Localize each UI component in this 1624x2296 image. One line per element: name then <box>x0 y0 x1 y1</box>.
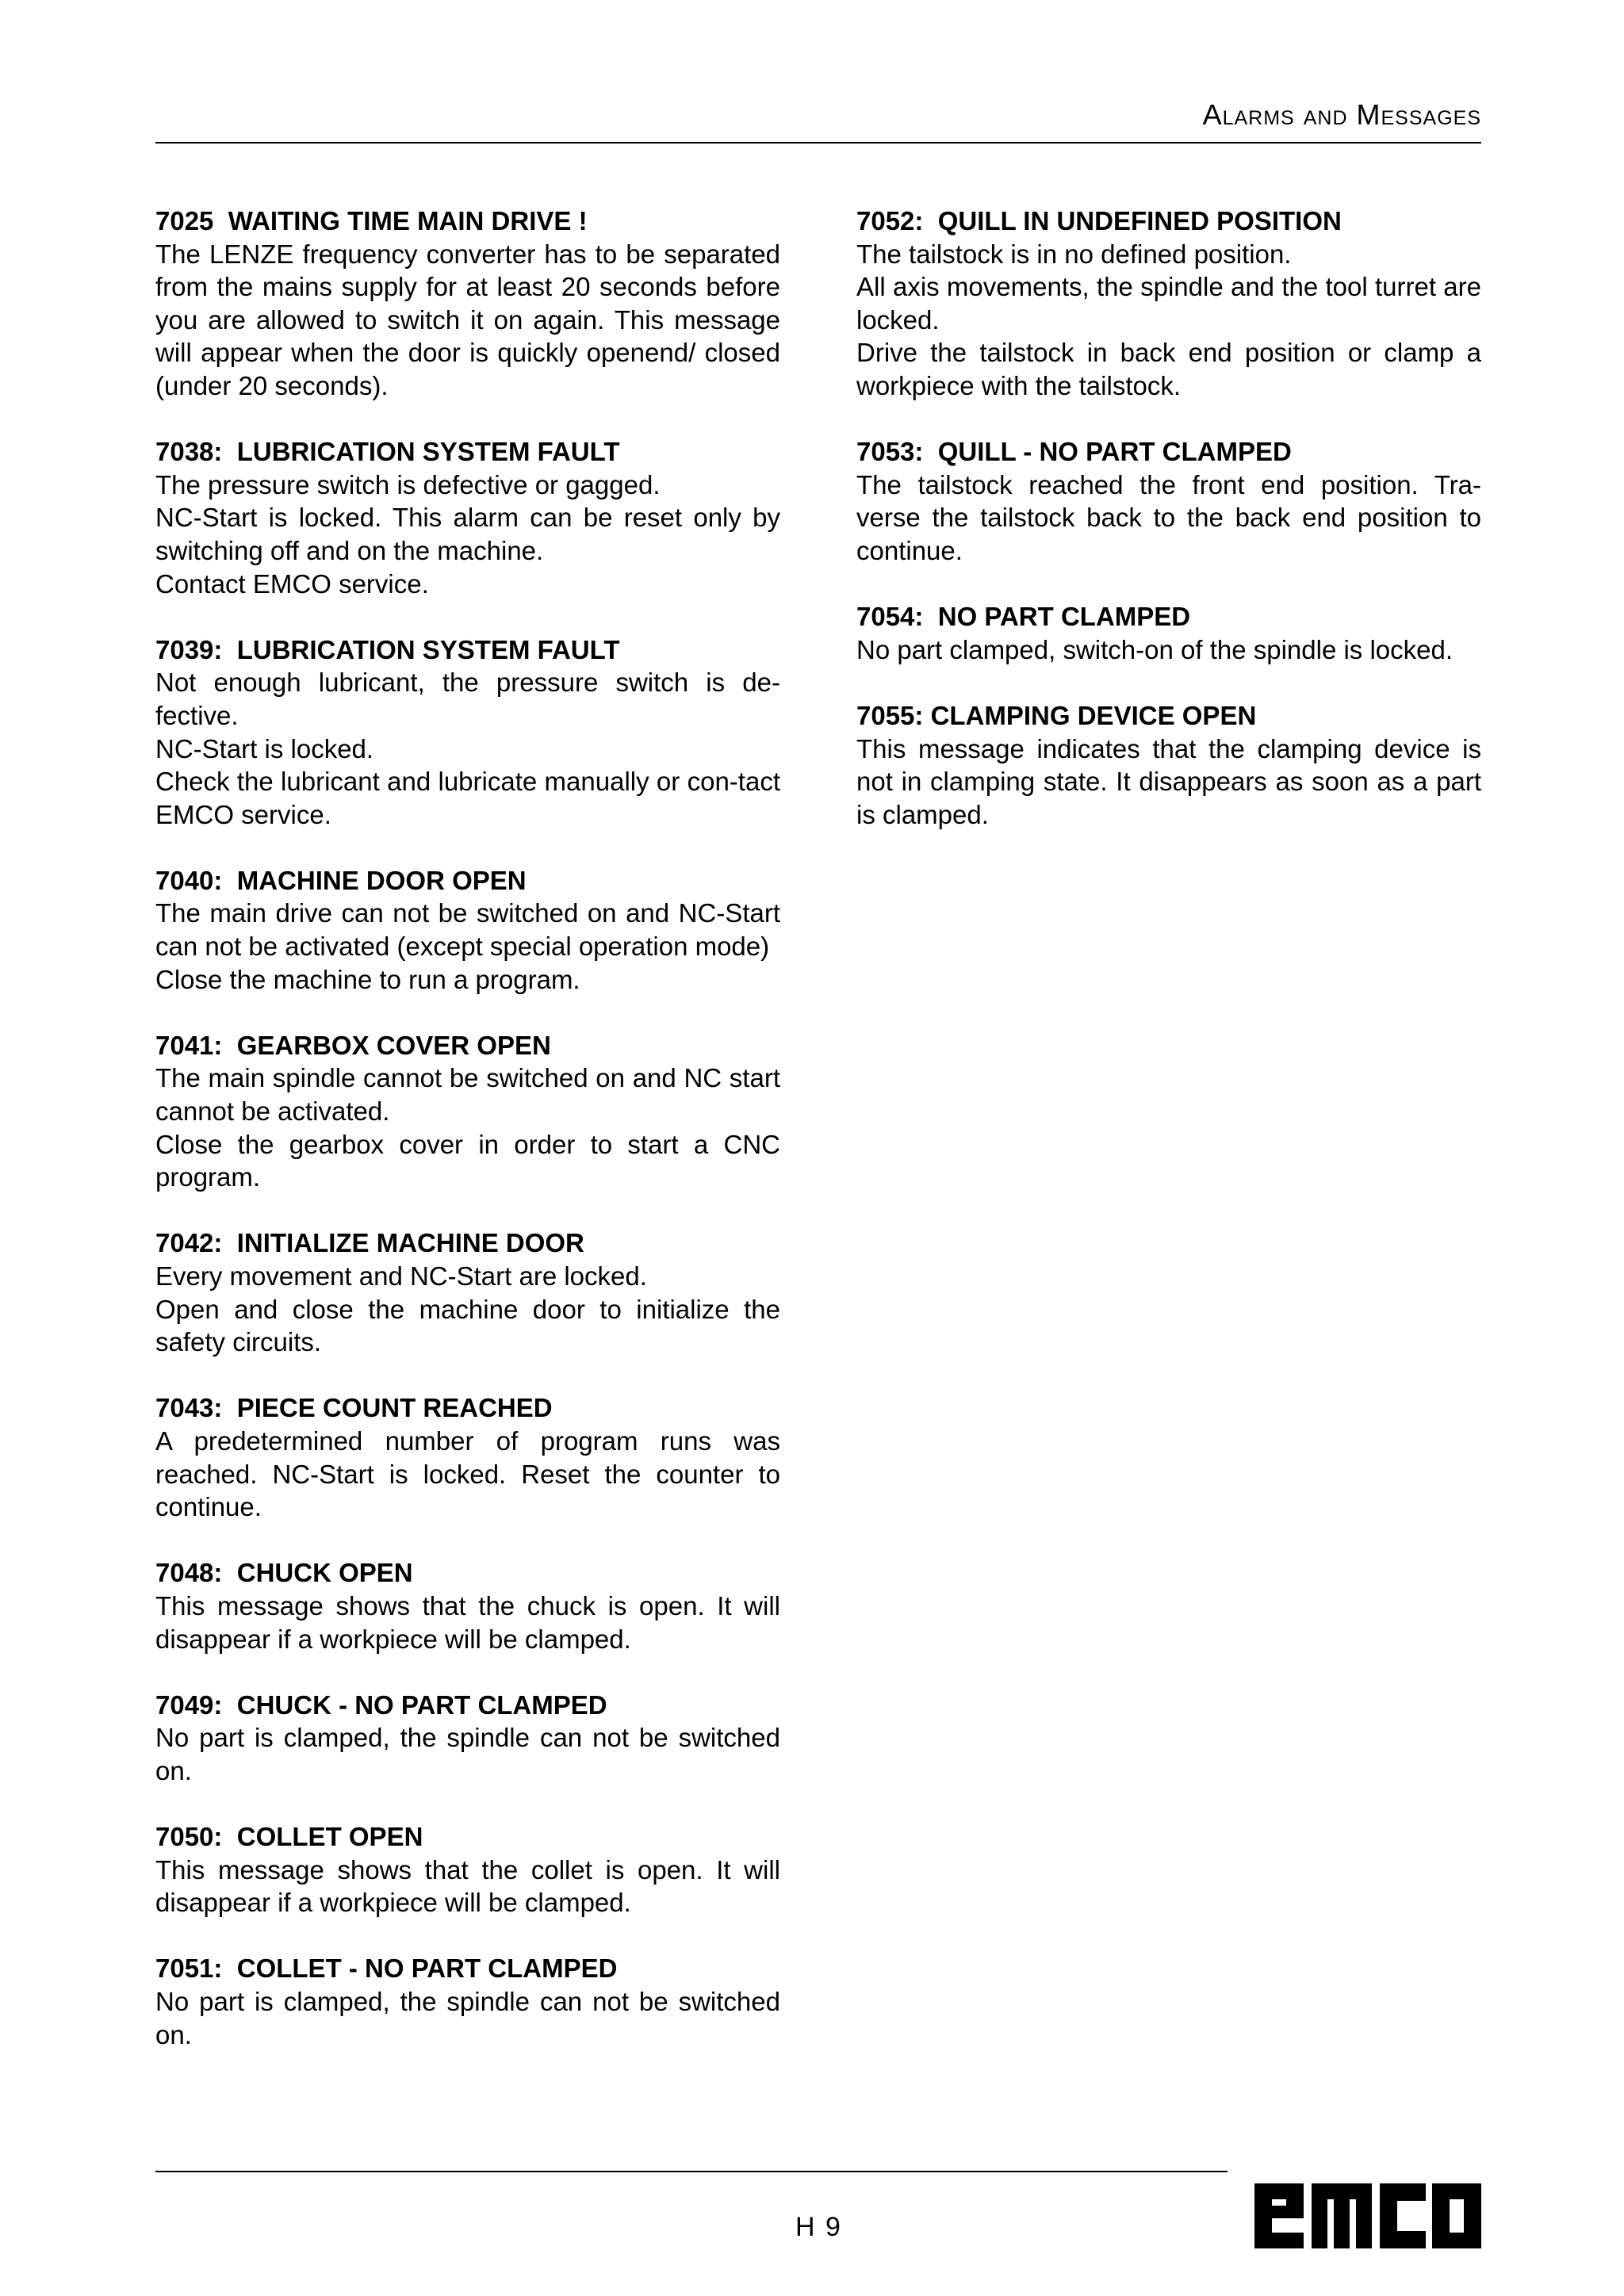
alarm-entry <box>155 1820 780 1919</box>
left-column <box>155 205 780 2084</box>
alarm-description-line: Drive the tailstock in back end position or clamp a workpiece with the tailstock. <box>856 338 1481 400</box>
alarm-description-line: Not enough lubricant, the pressure switch is de-fective. <box>155 668 780 730</box>
alarm-entry <box>155 864 780 996</box>
alarm-entry <box>155 1226 780 1358</box>
alarm-description <box>856 733 1481 832</box>
alarm-description-line: This message shows that the chuck is open. It will disappear if a workpiece will be clamped. <box>155 1590 780 1654</box>
alarm-description-line: NC-Start is locked. This alarm can be reset only by switching off and on the machine. <box>155 503 780 565</box>
alarm-description <box>856 238 1481 403</box>
alarm-description-line: All axis movements, the spindle and the tool turret are locked. <box>856 272 1481 335</box>
alarm-title: 7041: GEARBOX COVER OPEN <box>155 1030 551 1060</box>
alarm-description <box>155 1721 780 1787</box>
alarm-description <box>155 1425 780 1524</box>
alarm-entry <box>155 435 780 600</box>
alarm-description <box>856 469 1481 568</box>
alarm-description <box>155 1062 780 1193</box>
alarm-description-line: This message indicates that the clamping device is not in clamping state. It disappears as soon as a part is clamped. <box>856 733 1481 829</box>
alarm-title: 7042: INITIALIZE MACHINE DOOR <box>155 1228 584 1258</box>
alarm-description-line: The pressure switch is defective or gagged. <box>155 469 661 499</box>
header-divider <box>155 142 1481 144</box>
alarm-description-line: The LENZE frequency converter has to be separated from the mains supply for at least 20 seconds before you are allowed to switch it on again. This message will appear when the door is quickly openend/ closed (under 20 seconds). <box>155 239 780 400</box>
alarm-entry <box>155 633 780 832</box>
alarm-description <box>155 1590 780 1655</box>
alarm-description-line: Check the lubricant and lubricate manually or con-tact EMCO service. <box>155 767 780 829</box>
alarm-entry <box>856 435 1481 567</box>
alarm-entry <box>856 205 1481 403</box>
alarm-entry <box>155 1391 780 1523</box>
alarm-title: 7040: MACHINE DOOR OPEN <box>155 865 527 895</box>
alarm-description-line: This message shows that the collet is open. It will disappear if a workpiece will be clamped. <box>155 1854 780 1918</box>
alarm-description-line: The main drive can not be switched on and NC-Start can not be activated (except special operation mode) <box>155 898 780 962</box>
right-column <box>856 205 1481 864</box>
alarm-entry <box>155 1689 780 1788</box>
alarm-description <box>856 633 1481 667</box>
alarm-description-line: Close the machine to run a program. <box>155 964 580 994</box>
alarm-title: 7052: QUILL IN UNDEFINED POSITION <box>856 206 1342 235</box>
alarm-description-line: The tailstock reached the front end position. Tra-verse the tailstock back to the back end position to continue. <box>856 469 1481 565</box>
alarm-entry <box>155 1556 780 1655</box>
alarm-description-line: The tailstock is in no defined position. <box>856 239 1292 269</box>
alarm-title: 7050: COLLET OPEN <box>155 1822 423 1852</box>
alarm-description <box>155 1260 780 1359</box>
alarm-title: 7039: LUBRICATION SYSTEM FAULT <box>155 634 620 664</box>
alarm-description <box>155 238 780 403</box>
alarm-entry <box>155 1952 780 2051</box>
alarm-entry <box>155 1029 780 1194</box>
alarm-description-line: Every movement and NC-Start are locked. <box>155 1261 647 1291</box>
alarm-title: 7025 WAITING TIME MAIN DRIVE ! <box>155 206 588 235</box>
alarm-description <box>155 1854 780 1919</box>
alarm-description-line: The main spindle cannot be switched on and NC start cannot be activated. <box>155 1063 780 1127</box>
page-number: H 9 <box>795 2212 842 2242</box>
alarm-title: 7038: LUBRICATION SYSTEM FAULT <box>155 437 620 467</box>
alarm-description-line: A predetermined number of program runs was reached. NC-Start is locked. Reset the counter to continue. <box>155 1425 780 1522</box>
alarm-description-line: Close the gearbox cover in order to start a CNC program. <box>155 1129 780 1192</box>
alarm-entry <box>856 699 1481 831</box>
alarm-description-line: No part is clamped, the spindle can not be switched on. <box>155 1723 780 1785</box>
alarm-title: 7055: CLAMPING DEVICE OPEN <box>856 700 1257 730</box>
alarm-description-line: NC-Start is locked. <box>155 733 374 763</box>
emco-logo <box>1254 2177 1481 2248</box>
alarm-description <box>155 666 780 831</box>
alarm-description-line: No part clamped, switch-on of the spindle is locked. <box>856 634 1454 664</box>
alarm-title: 7054: NO PART CLAMPED <box>856 602 1191 632</box>
alarm-description-line: No part is clamped, the spindle can not be switched on. <box>155 1987 780 2049</box>
alarm-description <box>155 1985 780 2051</box>
alarm-entry <box>155 205 780 403</box>
alarm-description <box>155 897 780 996</box>
alarm-title: 7043: PIECE COUNT REACHED <box>155 1393 553 1423</box>
alarm-description-line: Contact EMCO service. <box>155 568 429 599</box>
page-header-title: Alarms and Messages <box>1202 98 1481 131</box>
alarm-description-line: Open and close the machine door to initialize the safety circuits. <box>155 1294 780 1357</box>
alarm-title: 7048: CHUCK OPEN <box>155 1558 413 1588</box>
alarm-title: 7053: QUILL - NO PART CLAMPED <box>856 437 1292 467</box>
alarm-entry <box>856 600 1481 666</box>
alarm-title: 7051: COLLET - NO PART CLAMPED <box>155 1954 618 1984</box>
alarm-title: 7049: CHUCK - NO PART CLAMPED <box>155 1689 607 1720</box>
footer-divider <box>155 2171 1228 2172</box>
alarm-description <box>155 469 780 600</box>
